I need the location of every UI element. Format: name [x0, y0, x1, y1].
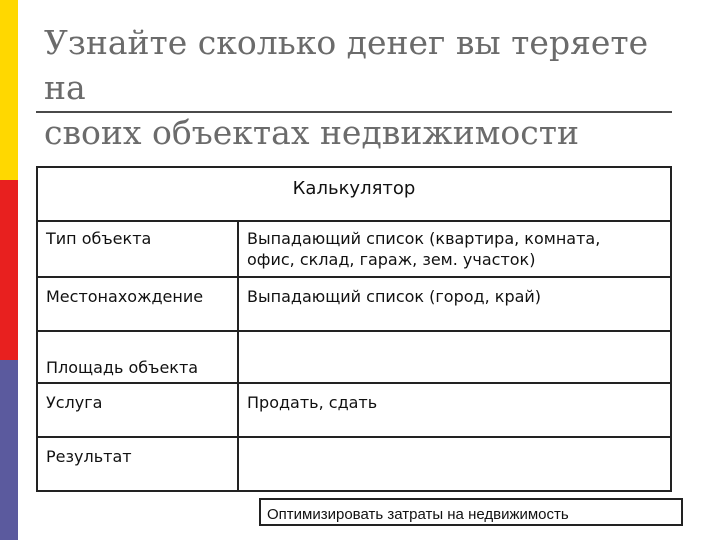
page-title-line-1: Узнайте сколько денег вы теряете на — [44, 23, 649, 107]
table-row — [37, 221, 671, 277]
calculator-table — [36, 166, 672, 492]
title-underline — [36, 111, 672, 113]
result-value — [238, 437, 671, 491]
page-title — [44, 20, 684, 155]
result-label: Результат — [37, 437, 238, 491]
object-type-select[interactable] — [238, 221, 671, 277]
accent-stripe-purple — [0, 360, 18, 540]
object-type-label: Тип объекта — [37, 221, 238, 277]
calculator-header: Калькулятор — [37, 167, 671, 221]
accent-stripe-yellow — [0, 0, 18, 180]
table-row — [37, 383, 671, 437]
object-type-value-line-1: Выпадающий список (квартира, комната, — [247, 229, 601, 248]
service-select[interactable]: Продать, сдать — [238, 383, 671, 437]
area-label: Площадь объекта — [37, 331, 238, 383]
table-row — [37, 331, 671, 383]
page-title-line-2: своих объектах недвижимости — [44, 113, 579, 152]
optimize-costs-button[interactable]: Оптимизировать затраты на недвижимость — [259, 498, 683, 526]
table-row — [37, 437, 671, 491]
object-type-value-line-2: офис, склад, гараж, зем. участок) — [247, 250, 536, 269]
location-label: Местонахождение — [37, 277, 238, 331]
table-row — [37, 277, 671, 331]
accent-stripe-red — [0, 180, 18, 360]
area-input[interactable] — [238, 331, 671, 383]
service-label: Услуга — [37, 383, 238, 437]
location-select[interactable]: Выпадающий список (город, край) — [238, 277, 671, 331]
